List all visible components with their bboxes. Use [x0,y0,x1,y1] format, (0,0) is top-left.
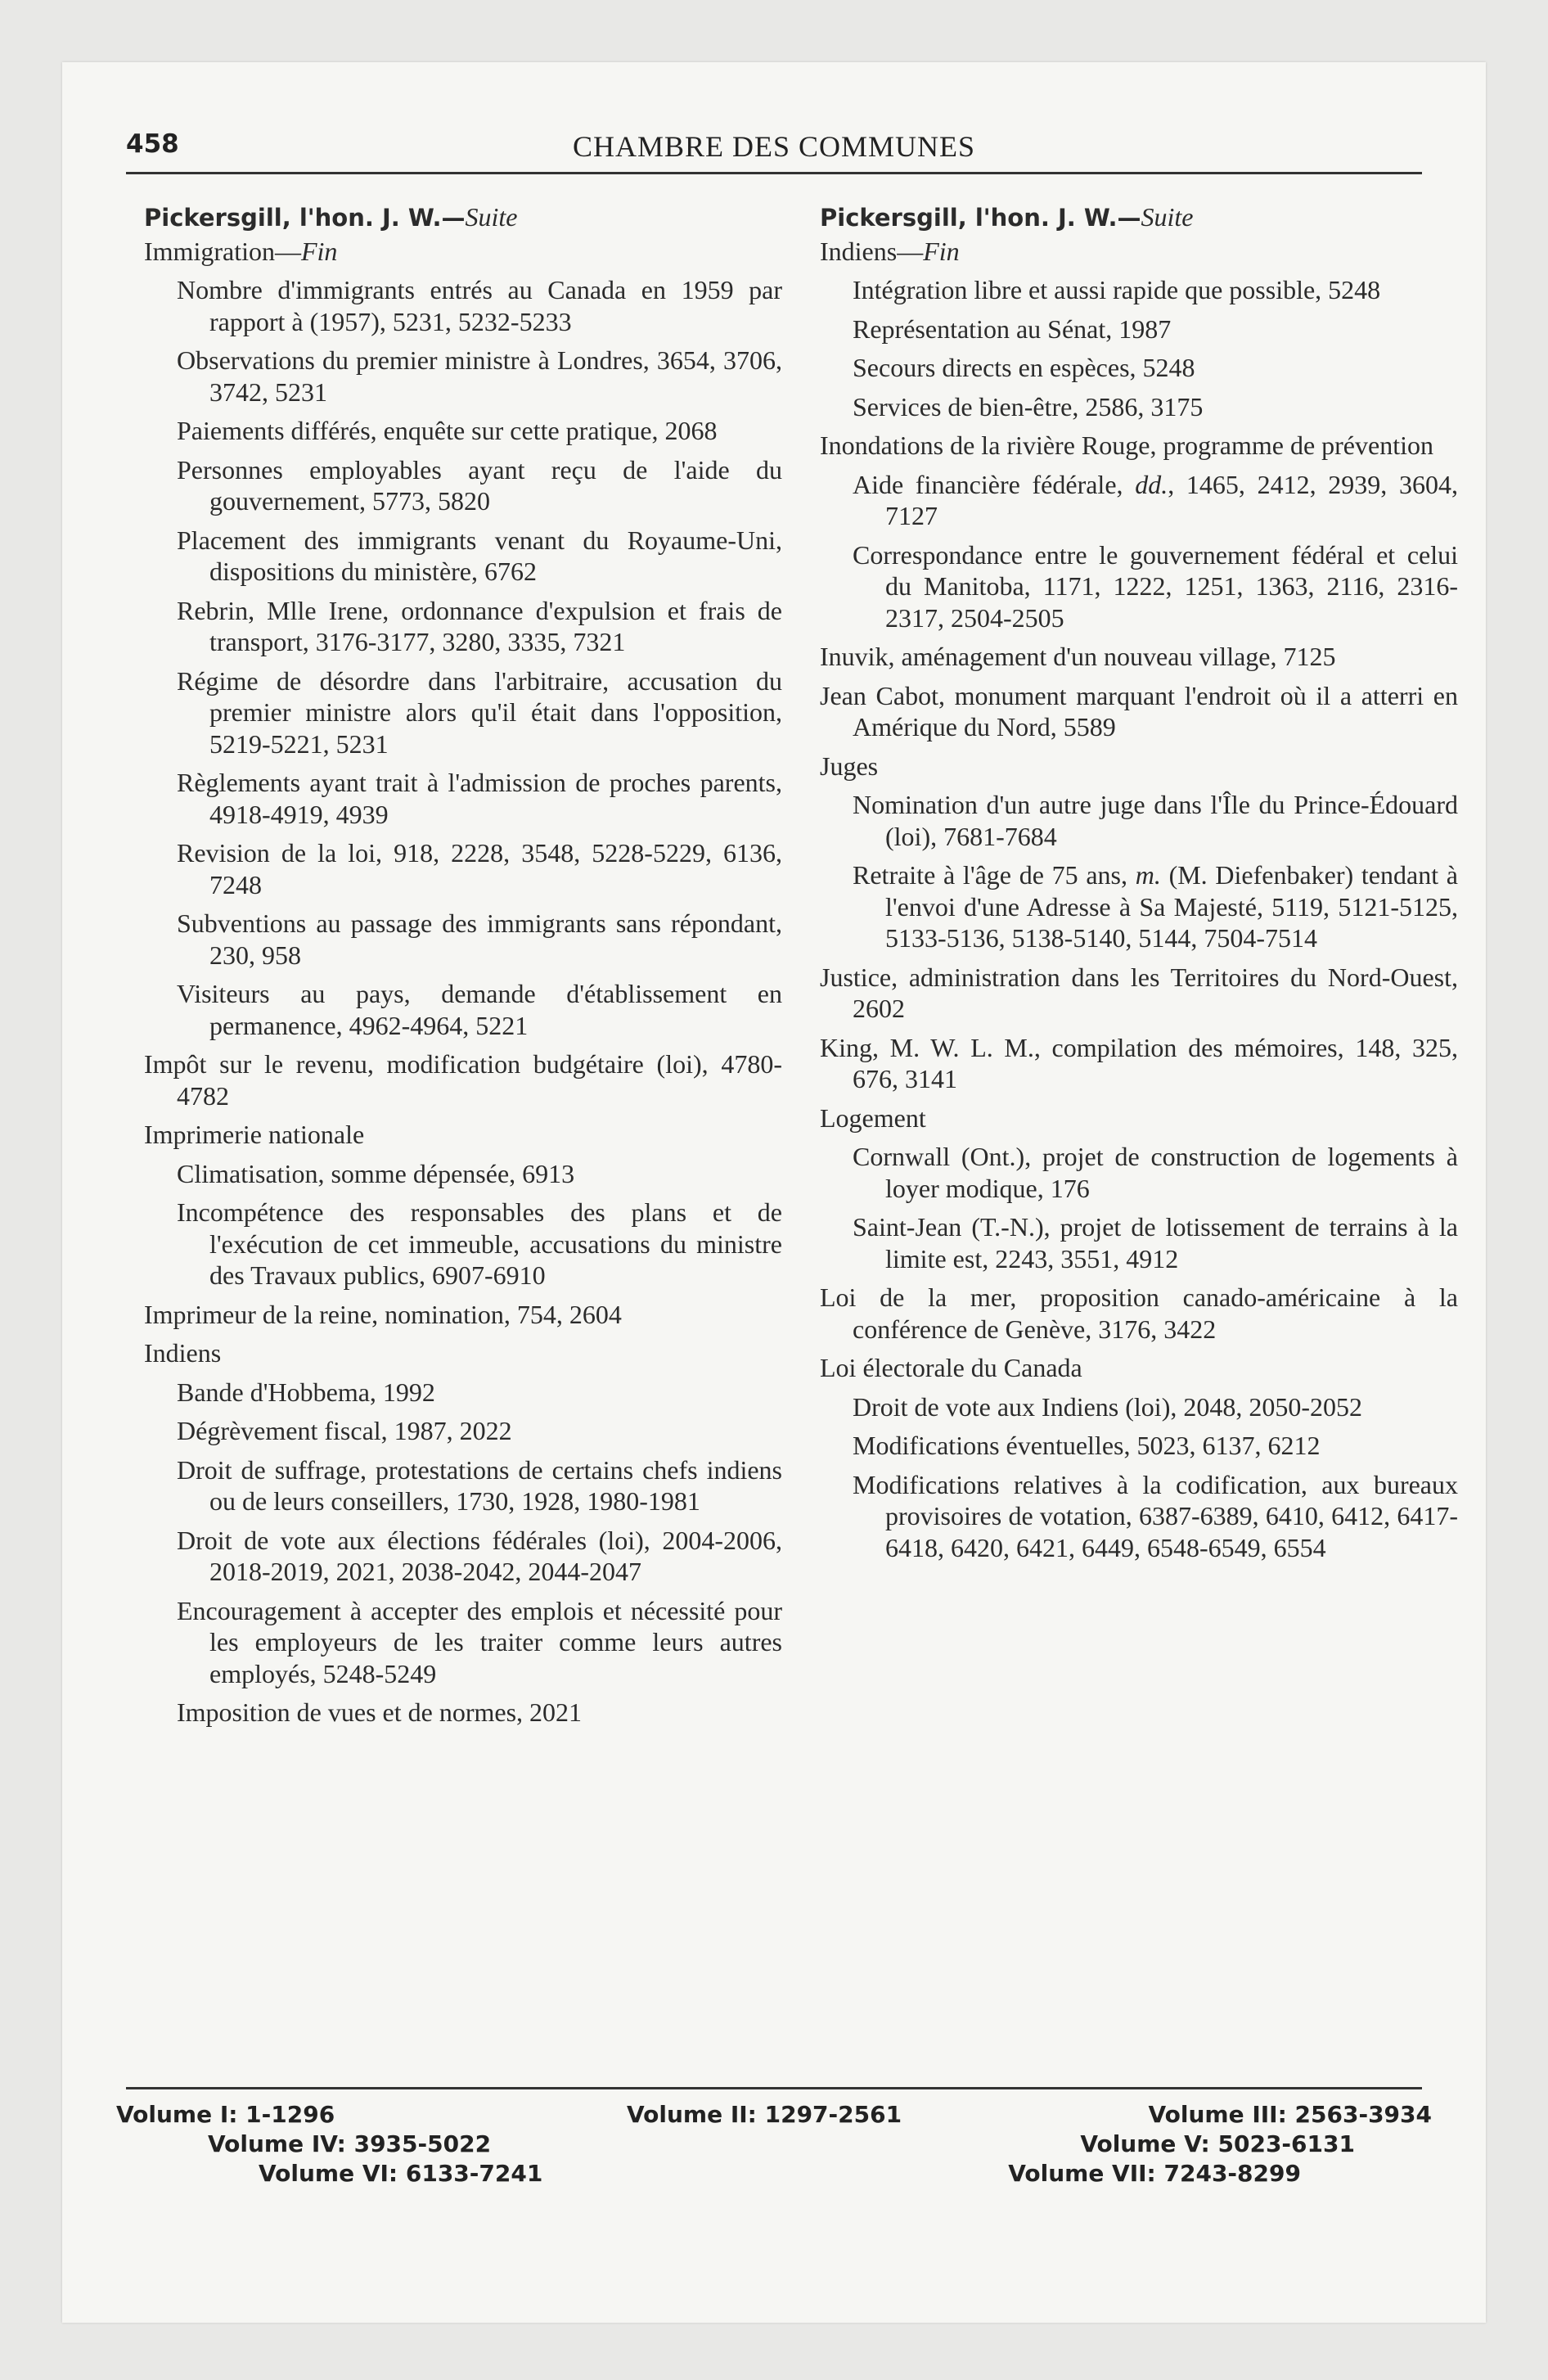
volume-6-range: Volume VI: 6133-7241 [259,2160,543,2187]
entry-text: Incompétence des responsables des plans et de l'exécution de cet immeuble, accusations du ministre des Travaux publics, 6907-6910 [177,1197,782,1290]
left-index-entry [144,1337,782,1369]
right-index-entry [853,274,1458,306]
right-index-entry [853,789,1458,852]
entry-text: Indiens [144,1338,222,1368]
entry-text: Loi de la mer, proposition canado-américaine à la conférence de Genève, 3176, 3422 [820,1282,1458,1344]
right-index-entry [820,430,1458,462]
volume-4-range: Volume IV: 3935-5022 [208,2130,492,2157]
entry-text: Climatisation, somme dépensée, 6913 [177,1158,575,1188]
right-index-entry [853,539,1458,634]
entry-text: Imprimeur de la reine, nomination, 754, 2604 [144,1299,622,1329]
index-page [62,62,1486,2323]
volume-3-range: Volume III: 2563-3934 [1148,2101,1432,2128]
right-index-entry [820,1032,1458,1095]
entry-text: Dégrèvement fiscal, 1987, 2022 [177,1416,512,1445]
right-entry-list [820,236,1458,1564]
entry-text: Paiements différés, enquête sur cette pratique, 2068 [177,416,718,445]
entry-text: Rebrin, Mlle Irene, ordonnance d'expulsion et frais de transport, 3176-3177, 3280, 3335, 7321 [177,595,782,656]
header-divider [126,172,1422,174]
right-index-entry [853,1469,1458,1564]
entry-text: Observations du premier ministre à Londres, 3654, 3706, 3742, 5231 [177,345,782,407]
left-index-entry [177,837,782,900]
right-index-entry [853,469,1458,532]
entry-text: Règlements ayant trait à l'admission de proches parents, 4918-4919, 4939 [177,768,782,829]
entry-text: Nombre d'immigrants entrés au Canada en 1959 par rapport à (1957), 5231, 5232-5233 [177,275,782,336]
left-index-entry [177,415,782,447]
entry-text: Jean Cabot, monument marquant l'endroit où il a atterri en Amérique du Nord, 5589 [820,680,1458,741]
entry-text-after: (M. Diefenbaker) tendant à l'envoi d'une Adresse à Sa Majesté, 5119, 5121-5125, 5133-5136, 5138-5140, 5144, 7504-7514 [885,860,1459,953]
left-index-entry [177,274,782,337]
heading-name: Pickersgill, l'hon. J. W.— [144,204,466,232]
entry-text: Juges [820,751,879,781]
right-index-entry [820,1282,1458,1345]
entry-text: Régime de désordre dans l'arbitraire, accusation du premier ministre alors qu'il était dans l'opposition, 5219-5221, 5231 [177,665,782,759]
right-index-entry [820,641,1458,673]
page-number: 458 [126,129,179,159]
entry-text: Indiens— [820,236,924,266]
entry-text: Modifications relatives à la codification, aux bureaux provisoires de votation, 6387-6389, 6410, 6412, 6417-6418, 6420, 6421, 6449, 6548-6549, 6554 [853,1469,1458,1562]
left-index-entry [177,595,782,658]
entry-text: Représentation au Sénat, 1987 [853,313,1172,344]
entry-text: Subventions au passage des immigrants sans répondant, 230, 958 [177,908,782,970]
left-index-entry [177,1158,782,1190]
right-index-entry [820,680,1458,743]
left-index-entry [177,1697,782,1729]
entry-text: Revision de la loi, 918, 2228, 3548, 5228-5229, 6136, 7248 [177,838,782,899]
left-column-heading [144,201,782,234]
entry-text: Retraite à l'âge de 75 ans, [853,860,1136,890]
entry-italic: Fin [300,236,338,266]
volume-7-range: Volume VII: 7243-8299 [1008,2160,1301,2187]
entry-text: Cornwall (Ont.), projet de construction de logements à loyer modique, 176 [853,1142,1458,1203]
left-index-entry [177,978,782,1041]
right-index-entry [820,236,1458,268]
heading-suite: Suite [1141,202,1194,232]
heading-suite: Suite [465,202,518,232]
left-index-entry [177,1454,782,1517]
entry-text: Services de bien-être, 2586, 3175 [853,391,1204,421]
left-index-entry [177,908,782,971]
entry-text: Bande d'Hobbema, 1992 [177,1377,435,1407]
left-index-entry [177,1415,782,1447]
left-index-entry [177,454,782,517]
entry-text: Logement [820,1102,926,1133]
left-column [144,201,782,1736]
entry-text: Saint-Jean (T.-N.), projet de lotissement de terrains à la limite est, 2243, 3551, 4912 [853,1212,1458,1273]
right-index-entry [820,1102,1458,1134]
entry-text: Aide financière fédérale, [853,469,1136,499]
left-index-entry [177,1525,782,1588]
entry-text: Secours directs en espèces, 5248 [853,353,1195,382]
right-column-heading [820,201,1458,234]
right-index-entry [820,962,1458,1025]
right-index-entry [853,1211,1458,1274]
left-index-entry [144,236,782,268]
right-index-entry [853,859,1458,954]
entry-text: Immigration— [144,236,301,266]
left-index-entry [177,767,782,830]
heading-name: Pickersgill, l'hon. J. W.— [820,204,1141,232]
left-index-entry [177,1595,782,1690]
entry-text: Placement des immigrants venant du Royaume-Uni, dispositions du ministère, 6762 [177,525,782,586]
left-index-entry [144,1299,782,1331]
entry-text: Nomination d'un autre juge dans l'Île du Prince-Édouard (loi), 7681-7684 [853,790,1458,851]
entry-text: Imposition de vues et de normes, 2021 [177,1697,583,1727]
entry-text: Inondations de la rivière Rouge, programme de prévention [820,430,1433,460]
footer-divider [126,2087,1422,2089]
entry-italic: Fin [923,236,960,266]
left-index-entry [177,525,782,588]
entry-italic: dd. [1135,469,1168,499]
volume-5-range: Volume V: 5023-6131 [1080,2130,1355,2157]
right-index-entry [853,391,1458,423]
entry-text: Droit de suffrage, protestations de certains chefs indiens ou de leurs conseillers, 1730, 1928, 1980-1981 [177,1454,782,1516]
left-index-entry [177,1377,782,1409]
entry-text: Personnes employables ayant reçu de l'aide du gouvernement, 5773, 5820 [177,454,782,516]
left-entry-list [144,236,782,1729]
left-index-entry [177,345,782,408]
entry-text-after: , 1465, 2412, 2939, 3604, 7127 [885,469,1459,530]
right-index-entry [853,313,1458,345]
volume-2-range: Volume II: 1297-2561 [627,2101,902,2128]
entry-text: Justice, administration dans les Territoires du Nord-Ouest, 2602 [820,962,1458,1023]
entry-text: King, M. W. L. M., compilation des mémoires, 148, 325, 676, 3141 [820,1032,1458,1093]
volume-1-range: Volume I: 1-1296 [116,2101,335,2128]
left-index-entry [177,1197,782,1291]
right-column [820,201,1458,1571]
entry-text: Modifications éventuelles, 5023, 6137, 6212 [853,1431,1321,1460]
right-index-entry [853,352,1458,384]
entry-italic: m. [1135,860,1161,890]
left-index-entry [177,665,782,760]
right-index-entry [853,1391,1458,1423]
left-index-entry [144,1119,782,1151]
right-index-entry [853,1141,1458,1204]
right-index-entry [820,1352,1458,1384]
entry-text: Imprimerie nationale [144,1120,365,1149]
right-index-entry [853,1430,1458,1462]
left-index-entry [144,1048,782,1111]
entry-text: Droit de vote aux Indiens (loi), 2048, 2050-2052 [853,1391,1362,1422]
entry-text: Inuvik, aménagement d'un nouveau village, 7125 [820,642,1336,671]
right-index-entry [820,751,1458,782]
page-title: CHAMBRE DES COMMUNES [572,130,976,163]
entry-text: Intégration libre et aussi rapide que possible, 5248 [853,275,1381,304]
entry-text: Encouragement à accepter des emplois et nécessité pour les employeurs de les traiter comme leurs autres employés, 5248-5249 [177,1595,782,1688]
entry-text: Visiteurs au pays, demande d'établissement en permanence, 4962-4964, 5221 [177,979,782,1040]
entry-text: Correspondance entre le gouvernement fédéral et celui du Manitoba, 1171, 1222, 1251, 1363, 2116, 2316-2317, 2504-2505 [853,539,1458,633]
entry-text: Impôt sur le revenu, modification budgétaire (loi), 4780-4782 [144,1049,782,1111]
entry-text: Loi électorale du Canada [820,1353,1082,1382]
entry-text: Droit de vote aux élections fédérales (loi), 2004-2006, 2018-2019, 2021, 2038-2042, 2044-2047 [177,1525,782,1586]
